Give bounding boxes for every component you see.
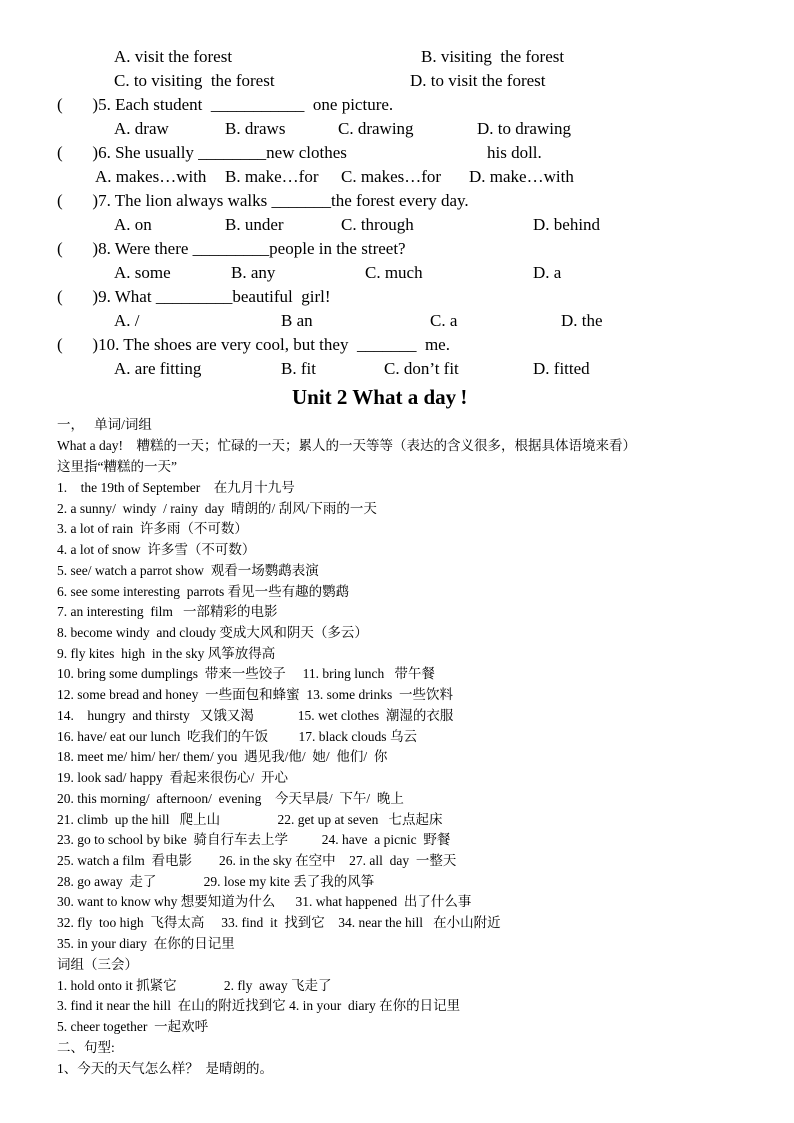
q4-option-b: B. visiting the forest xyxy=(421,47,565,66)
q10-stem: ( )10. The shoes are very cool, but they _______ me. xyxy=(57,335,450,354)
q8-option-b: B. any xyxy=(231,263,276,282)
vocab-intro-line: What a day! 糟糕的一天；忙碌的一天；累人的一天等等（表达的含义很多，根据具体语境来看） xyxy=(57,438,636,453)
vocab-item: 3. a lot of rain 许多雨（不可数） xyxy=(57,521,248,536)
q8-option-c: C. much xyxy=(365,263,423,282)
vocab-item: 16. have/ eat our lunch 吃我们的午饭 17. black clouds 乌云 xyxy=(57,729,417,744)
q7-option-b: B. under xyxy=(225,215,284,234)
q7-option-c: C. through xyxy=(341,215,414,234)
q9-option-c: C. a xyxy=(430,311,458,330)
q6-option-c: C. makes…for xyxy=(341,167,442,186)
q10-option-c: C. don’t fit xyxy=(384,359,459,378)
q9-option-b: B an xyxy=(281,311,313,330)
phrase-item: 3. find it near the hill 在山的附近找到它 4. in your diary 在你的日记里 xyxy=(57,998,461,1013)
vocab-item: 10. bring some dumplings 带来一些饺子 11. bring lunch 带午餐 xyxy=(57,666,435,681)
vocab-item: 2. a sunny/ windy / rainy day 晴朗的/ 刮风/下雨的一天 xyxy=(57,501,377,516)
sentence-item: 1、今天的天气怎么样？ 是晴朗的。 xyxy=(57,1061,273,1076)
q6-stem-end: his doll. xyxy=(487,143,542,162)
q4-option-c: C. to visiting the forest xyxy=(114,71,275,90)
vocab-item: 6. see some interesting parrots 看见一些有趣的鹦鹉 xyxy=(57,584,350,599)
q10-option-d: D. fitted xyxy=(533,359,590,378)
phrase-item: 1. hold onto it 抓紧它 2. fly away 飞走了 xyxy=(57,978,332,993)
q6-option-a: A. makes…with xyxy=(95,167,207,186)
vocab-item: 9. fly kites high in the sky 风筝放得高 xyxy=(57,646,276,661)
q5-option-d: D. to drawing xyxy=(477,119,571,138)
vocab-item: 35. in your diary 在你的日记里 xyxy=(57,936,235,951)
vocab-item: 14. hungry and thirsty 又饿又渴 15. wet clothes 潮湿的衣服 xyxy=(57,708,454,723)
vocab-section-heading: 一， 单词/词组 xyxy=(57,417,152,432)
q9-option-d: D. the xyxy=(561,311,603,330)
vocab-item: 23. go to school by bike 骑自行车去上学 24. have a picnic 野餐 xyxy=(57,832,451,847)
vocab-item: 7. an interesting film 一部精彩的电影 xyxy=(57,604,278,619)
vocab-intro-note: 这里指“糟糕的一天” xyxy=(57,459,177,474)
q8-stem: ( )8. Were there _________people in the street? xyxy=(57,239,406,258)
q5-option-a: A. draw xyxy=(114,119,169,138)
q6-option-d: D. make…with xyxy=(469,167,574,186)
q8-option-a: A. some xyxy=(114,263,171,282)
phrase-heading: 词组（三会） xyxy=(57,957,138,972)
vocab-item: 8. become windy and cloudy 变成大风和阴天（多云） xyxy=(57,625,368,640)
q5-stem: ( )5. Each student ___________ one picture. xyxy=(57,95,394,114)
vocab-item: 28. go away 走了 29. lose my kite 丢了我的风筝 xyxy=(57,874,375,889)
phrase-item: 5. cheer together 一起欢呼 xyxy=(57,1019,209,1034)
q9-stem: ( )9. What _________beautiful girl! xyxy=(57,287,331,306)
vocab-item: 18. meet me/ him/ her/ them/ you 遇见我/他/ 她/ 他们/ 你 xyxy=(57,749,388,764)
q7-stem: ( )7. The lion always walks _______the forest every day. xyxy=(57,191,469,210)
q8-option-d: D. a xyxy=(533,263,562,282)
vocab-item: 21. climb up the hill 爬上山 22. get up at seven 七点起床 xyxy=(57,812,443,827)
q5-option-c: C. drawing xyxy=(338,119,414,138)
q10-option-b: B. fit xyxy=(281,359,316,378)
q4-option-a: A. visit the forest xyxy=(114,47,233,66)
q7-option-a: A. on xyxy=(114,215,152,234)
q4-option-d: D. to visit the forest xyxy=(410,71,546,90)
q9-option-a: A. / xyxy=(114,311,140,330)
vocab-item: 32. fly too high 飞得太高 33. find it 找到它 34. near the hill 在小山附近 xyxy=(57,915,501,930)
vocab-item: 4. a lot of snow 许多雪（不可数） xyxy=(57,542,256,557)
q7-option-d: D. behind xyxy=(533,215,601,234)
vocab-item: 1. the 19th of September 在九月十九号 xyxy=(57,480,295,495)
q5-option-b: B. draws xyxy=(225,119,286,138)
sentence-section-heading: 二、句型: xyxy=(57,1040,115,1055)
vocab-item: 20. this morning/ afternoon/ evening 今天早晨/ 下午/ 晚上 xyxy=(57,791,404,806)
vocab-item: 25. watch a film 看电影 26. in the sky 在空中 27. all day 一整天 xyxy=(57,853,457,868)
unit-title: Unit 2 What a day ! xyxy=(292,385,468,409)
vocab-item: 19. look sad/ happy 看起来很伤心/ 开心 xyxy=(57,770,288,785)
vocab-item: 12. some bread and honey 一些面包和蜂蜜 13. some drinks 一些饮料 xyxy=(57,687,453,702)
q6-option-b: B. make…for xyxy=(225,167,319,186)
q6-stem: ( )6. She usually ________new clothes xyxy=(57,143,347,162)
vocab-item: 5. see/ watch a parrot show 观看一场鹦鹉表演 xyxy=(57,563,319,578)
q10-option-a: A. are fitting xyxy=(114,359,202,378)
vocab-item: 30. want to know why 想要知道为什么 31. what happened 出了什么事 xyxy=(57,894,472,909)
